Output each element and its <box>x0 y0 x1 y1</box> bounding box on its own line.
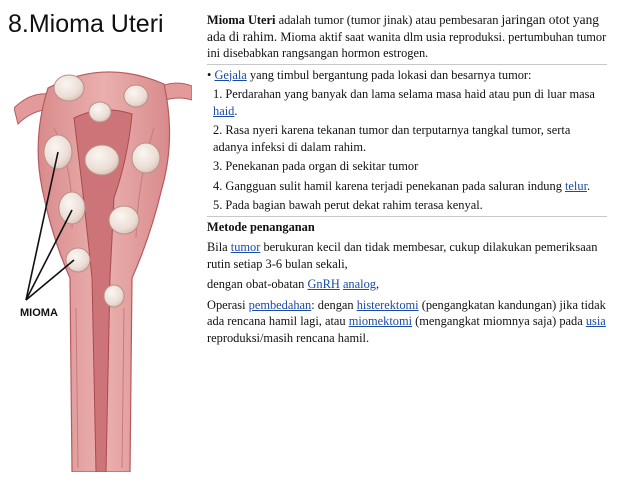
fibroid-6 <box>132 143 160 173</box>
telur-link[interactable]: telur <box>564 178 588 193</box>
fibroid-7 <box>59 192 85 224</box>
metode-paragraph-1: Bila tumor berukuran kecil dan tidak membesar, cukup dilakukan pemeriksaan rutin setiap 3-6 bulan sekali, <box>207 240 598 271</box>
fibroid-8 <box>109 206 139 234</box>
symptom-3: 3. Penekanan pada organ di sekitar tumor <box>213 159 419 173</box>
slide-title: 8.Mioma Uteri <box>8 10 164 38</box>
fibroid-9 <box>66 248 90 272</box>
fibroid-5 <box>85 145 119 175</box>
symptom-1: 1. Perdarahan yang banyak dan lama selama masa haid atau pun di luar masa haid. <box>213 87 595 118</box>
metode-paragraph-3: Operasi pembedahan: dengan histerektomi (pengangkatan kandungan) jika tidak ada rencana hamil lagi, atau miomektomi (mengangkat miomnya saja) pada usia reproduksi/masih rencana hamil. <box>207 297 606 345</box>
symptom-2: 2. Rasa nyeri karena tekanan tumor dan terputarnya tangkal tumor, serta adanya infeksi di dalam rahim. <box>213 123 571 154</box>
gnrh-link[interactable]: GnRH <box>307 277 340 291</box>
fibroid-1 <box>54 75 84 101</box>
fibroid-3 <box>124 85 148 107</box>
tumor-link[interactable]: tumor <box>230 240 261 254</box>
metode-paragraph-2: dengan obat-obatan GnRH analog, <box>207 277 380 291</box>
pembedahan-link[interactable]: pembedahan <box>248 297 312 312</box>
miomektomi-link[interactable]: miomektomi <box>348 314 413 328</box>
intro-bold: Mioma Uteri <box>207 13 276 27</box>
fibroid-10 <box>104 285 124 307</box>
intro-paragraph: Mioma Uteri adalah tumor (tumor jinak) atau pembesaran jaringan otot yang ada di rahim. Mioma aktif saat wanita dlm usia reproduksi. pertumbuhan tumor ini disebabkan rangsangan hormon estrogen. <box>207 12 607 60</box>
analog-link[interactable]: analog <box>342 277 376 291</box>
symptom-4: 4. Gangguan sulit hamil karena terjadi penekanan pada saluran indung telur. <box>213 178 591 193</box>
divider <box>207 64 607 65</box>
usia-link[interactable]: usia <box>585 314 606 328</box>
metode-heading: Metode penanganan <box>207 219 315 234</box>
histerektomi-link[interactable]: histerektomi <box>356 297 419 312</box>
haid-link[interactable]: haid <box>213 103 235 118</box>
uterus-fibroid-illustration <box>14 48 192 472</box>
gejala-paragraph: • Gejala yang timbul bergantung pada lokasi dan besarnya tumor: <box>207 67 532 82</box>
mioma-label: MIOMA <box>20 307 58 319</box>
fibroid-2 <box>89 102 111 122</box>
divider <box>207 216 607 217</box>
content-panel <box>207 12 607 346</box>
symptom-5: 5. Pada bagian bawah perut dekat rahim terasa kenyal. <box>213 198 483 212</box>
gejala-link[interactable]: Gejala <box>214 67 247 82</box>
